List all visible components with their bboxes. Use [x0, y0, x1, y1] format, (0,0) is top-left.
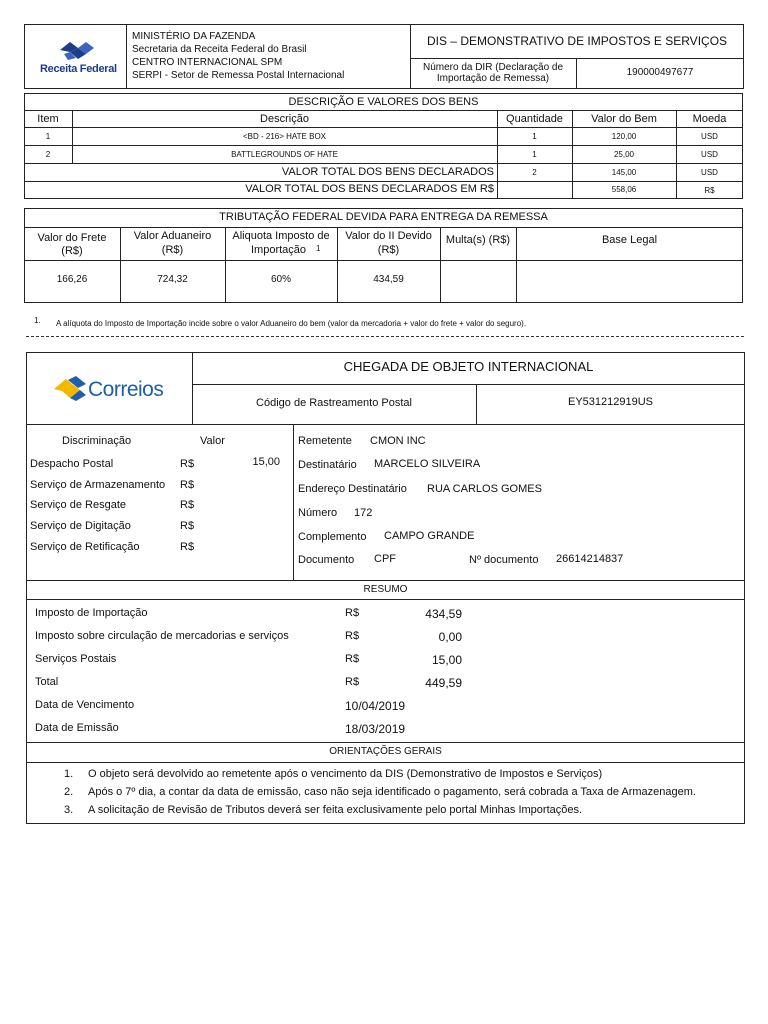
numero-label: Número [298, 507, 338, 519]
service-name: Despacho Postal [30, 458, 114, 470]
taxation-title: TRIBUTAÇÃO FEDERAL DEVIDA PARA ENTREGA DA REMESSA [219, 211, 548, 223]
header-line-3: CENTRO INTERNACIONAL SPM [132, 57, 283, 68]
goods-row-1-currency: USD [701, 132, 718, 141]
footnote-text: A alíquota do Imposto de Importação incide sobre o valor Aduaneiro do bem (valor da mercadoria + valor do frete + valor do seguro). [56, 319, 527, 328]
service-name: Serviço de Resgate [30, 499, 126, 511]
valor-label: Valor [200, 435, 225, 447]
header-line-1: MINISTÉRIO DA FAZENDA [132, 31, 256, 42]
column-header-value: Valor do Bem [591, 113, 657, 125]
correios-title: CHEGADA DE OBJETO INTERNACIONAL [343, 359, 594, 374]
orientacao-number: 2. [64, 786, 74, 798]
destinatario-value: MARCELO SILVEIRA [374, 458, 481, 470]
goods-total-brl-label: VALOR TOTAL DOS BENS DECLARADOS EM R$ [245, 183, 494, 195]
endereco-value: RUA CARLOS GOMES [427, 483, 542, 495]
divider [410, 58, 744, 59]
service-name: Serviço de Armazenamento [30, 479, 166, 491]
divider [293, 424, 294, 580]
divider [26, 580, 745, 581]
goods-row-2-currency: USD [701, 150, 718, 159]
correios-logo-icon [52, 376, 88, 402]
service-value: 15,00 [252, 456, 280, 468]
numero-documento-label: Nº documento [469, 554, 539, 566]
orientacoes-title: ORIENTAÇÕES GERAIS [329, 746, 442, 757]
complemento-label: Complemento [298, 531, 367, 543]
divider [24, 181, 743, 182]
receita-federal-logo-icon [56, 38, 96, 62]
goods-row-1-description: <BD - 216> HATE BOX [243, 132, 326, 141]
resumo-row-label: Imposto de Importação [35, 607, 148, 619]
documento-value: CPF [374, 553, 396, 565]
resumo-row-value: 434,59 [425, 607, 462, 621]
resumo-row-value: 15,00 [431, 653, 462, 667]
goods-row-1-item: 1 [45, 132, 51, 141]
numero-documento-value: 26614214837 [556, 553, 624, 565]
numero-value: 172 [354, 507, 373, 519]
remetente-value: CMON INC [370, 435, 426, 447]
goods-total-value: 145,00 [611, 168, 637, 177]
column-header-description: Descrição [260, 113, 309, 125]
discriminacao-label: Discriminação [62, 435, 132, 447]
resumo-row-value: 449,59 [425, 676, 462, 690]
column-header-frete-unit: (R$) [61, 245, 83, 257]
goods-total-brl-currency: R$ [704, 186, 715, 195]
dir-label-line-2: Importação de Remessa) [436, 73, 550, 84]
goods-row-1-quantity: 1 [532, 132, 537, 141]
column-header-ii: Valor do II Devido [345, 230, 432, 242]
service-currency: R$ [180, 541, 195, 553]
tracking-label: Código de Rastreamento Postal [256, 397, 412, 409]
aliquota-footnote-mark: 1 [316, 244, 321, 253]
column-header-aliquota-line-2: Importação [251, 244, 307, 256]
orientacao-text: O objeto será devolvido ao remetente após o vencimento da DIS (Demonstrativo de Impostos e Serviços) [88, 768, 603, 780]
service-name: Serviço de Digitação [30, 520, 131, 532]
resumo-row-currency: R$ [345, 653, 360, 665]
orientacao-number: 1. [64, 768, 74, 780]
resumo-row-currency: R$ [345, 630, 360, 642]
resumo-row-label: Total [35, 676, 59, 688]
divider [126, 24, 127, 89]
resumo-row-label: Serviços Postais [35, 653, 117, 665]
destinatario-label: Destinatário [298, 459, 357, 471]
goods-row-2-value: 25,00 [613, 150, 635, 159]
service-currency: R$ [180, 458, 195, 470]
column-header-multa: Multa(s) (R$) [445, 234, 511, 246]
column-header-aduaneiro: Valor Aduaneiro [133, 230, 212, 242]
divider [26, 742, 745, 743]
tracking-code: EY531212919US [567, 396, 653, 408]
aliquota-value: 60% [270, 274, 291, 285]
dir-label-line-1: Número da DIR (Declaração de [422, 62, 564, 73]
header-line-4: SERPI - Setor de Remessa Postal Internacional [132, 70, 345, 81]
service-currency: R$ [180, 520, 195, 532]
remetente-label: Remetente [298, 435, 352, 447]
column-header-aliquota: Aliquota Imposto de [232, 230, 330, 242]
divider [24, 110, 743, 111]
divider [26, 599, 745, 600]
resumo-row-currency: R$ [345, 676, 360, 688]
divider [26, 424, 745, 425]
resumo-row-label: Imposto sobre circulação de mercadorias e serviços [35, 630, 289, 642]
service-name: Serviço de Retificação [30, 541, 140, 553]
column-header-ii-unit: (R$) [377, 244, 400, 256]
goods-title: DESCRIÇÃO E VALORES DOS BENS [288, 96, 479, 108]
divider [24, 145, 743, 146]
column-header-item: Item [37, 113, 59, 125]
goods-total-quantity: 2 [532, 168, 537, 177]
goods-row-2-description: BATTLEGROUNDS OF HATE [231, 150, 338, 159]
resumo-title: RESUMO [363, 584, 408, 595]
divider [24, 127, 743, 128]
goods-row-2-item: 2 [45, 150, 51, 159]
goods-total-currency: USD [701, 168, 718, 177]
frete-value: 166,26 [56, 274, 88, 285]
documento-label: Documento [298, 554, 355, 566]
complemento-value: CAMPO GRANDE [384, 530, 475, 542]
column-header-currency: Moeda [692, 113, 727, 125]
cut-line [26, 336, 744, 337]
header-line-2: Secretaria da Receita Federal do Brasil [132, 44, 307, 55]
column-header-quantity: Quantidade [506, 113, 563, 125]
goods-total-label: VALOR TOTAL DOS BENS DECLARADOS [281, 166, 494, 178]
divider [24, 227, 743, 228]
resumo-row-value: 0,00 [438, 630, 462, 644]
column-header-frete: Valor do Frete [37, 232, 107, 244]
divider [24, 260, 743, 261]
vencimento-value: 10/04/2019 [345, 699, 406, 713]
dir-number: 190000497677 [626, 67, 694, 78]
divider [24, 163, 743, 164]
column-header-base-legal: Base Legal [601, 234, 658, 246]
aduaneiro-value: 724,32 [157, 274, 188, 285]
resumo-row-currency: R$ [345, 607, 360, 619]
divider [192, 384, 745, 385]
receita-federal-logo-text: Receita Federal [40, 63, 117, 75]
service-currency: R$ [180, 479, 195, 491]
correios-logo-text: Correios [88, 378, 164, 401]
emissao-value: 18/03/2019 [345, 722, 406, 736]
divider [26, 762, 745, 763]
emissao-label: Data de Emissão [35, 722, 119, 734]
orientacao-text: Após o 7º dia, a contar da data de emissão, caso não seja identificado o pagamento, será cobrada a Taxa de Armazenagem. [88, 786, 696, 798]
footnote-mark: 1. [34, 316, 41, 325]
vencimento-label: Data de Vencimento [35, 699, 135, 711]
service-currency: R$ [180, 499, 195, 511]
orientacao-number: 3. [64, 804, 74, 816]
goods-row-1-value: 120,00 [611, 132, 637, 141]
ii-value: 434,59 [373, 274, 404, 285]
document-title: DIS – DEMONSTRATIVO DE IMPOSTOS E SERVIÇOS [426, 34, 728, 48]
column-header-aduaneiro-unit: (R$) [161, 244, 184, 256]
orientacao-text: A solicitação de Revisão de Tributos deverá ser feita exclusivamente pelo portal Minhas Importações. [88, 804, 583, 816]
goods-row-2-quantity: 1 [532, 150, 537, 159]
goods-total-brl-value: 558,06 [611, 185, 637, 194]
endereco-label: Endereço Destinatário [298, 483, 407, 495]
